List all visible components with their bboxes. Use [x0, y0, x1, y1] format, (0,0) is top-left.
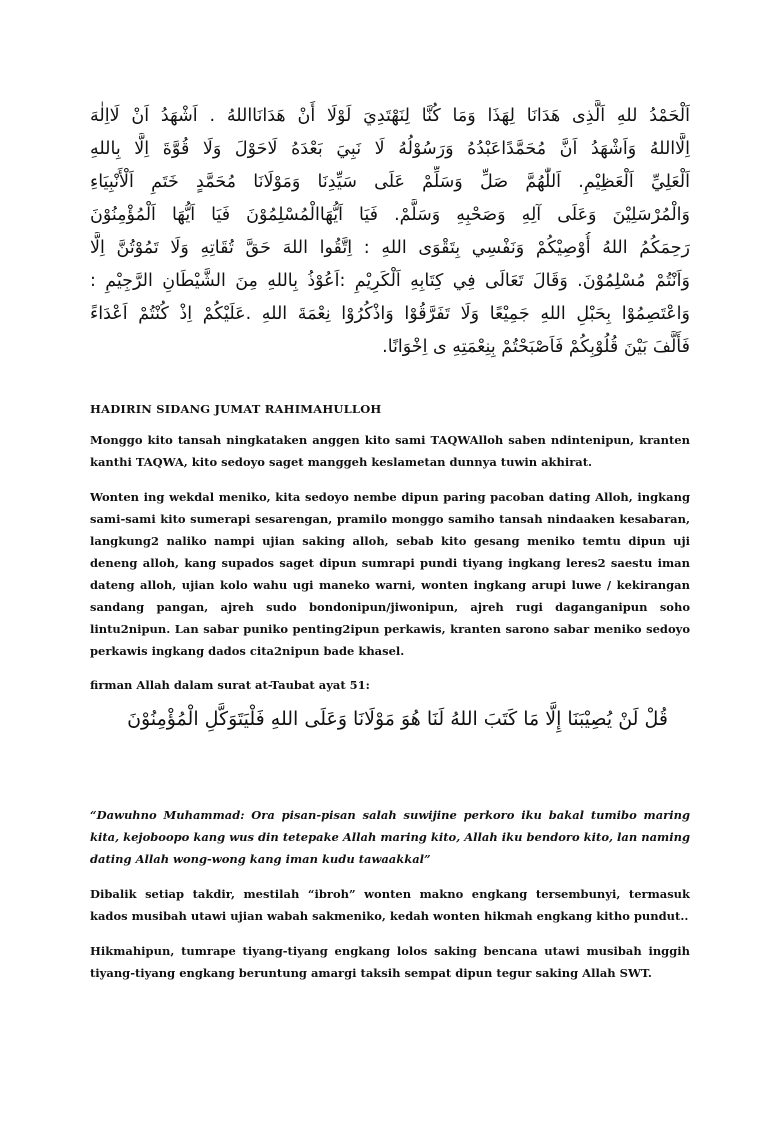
- arabic-line-1: اَلْحَمْدُ للهِ اَلَّذِى هَدَانَا لِهَذَا وَمَا كُنَّا لِنَهْتَدِيَ لَوْلَا أَنْ هَدَانَااللهُ . اَشْهَدُ اَنْ لَااِلٰهَ: [90, 106, 690, 126]
- arabic-line-2: اِلَّااللهُ وَاَشْهَدُ اَنَّ مُحَمَّدًاعَبْدُهُ وَرَسُوْلُهُ لَا نَبِيَ بَعْدَهُ لَاحَوْلَ وَلَا قُوَّةَ اِلَّا بِاللهِ: [90, 139, 690, 159]
- arabic-line-3: اَلْعَلِيِّ اَلْعَظِيْمِ. اَللّٰهُمَّ صَلِّ وَسَلِّمْ عَلَى سَيِّدِنَا وَمَوْلَانَا مُحَمَّدٍ خَتَمِ اَلْأَنْبِيَاءِ: [90, 172, 690, 192]
- arabic-line-8: فَأَلَّفَ بَيْنَ قُلُوْبِكُمْ فَاَصْبَحْتُمْ بِنِعْمَتِهِ ى اِخْوَانًا.: [382, 337, 690, 357]
- hadith-quote: “Dawuhno Muhammad: Ora pisan-pisan salah suwijine perkoro iku bakal tumibo maring kita, kejoboopo kang wus din tetepake Allah maring kito, Allah iku bendoro kito, lan naming dating Allah wong-wong kang iman kudu tawaakkal”: [90, 807, 690, 866]
- paragraph-taqwa: Monggo kito tansah ningkataken anggen kito sami TAQWAlloh saben ndintenipun, kranten kanthi TAQWA, kito sedoyo saget manggeh keslametan dunnya tuwin akhirat.: [90, 433, 690, 469]
- arabic-opening-prayer: [90, 100, 690, 364]
- paragraph-ujian: Wonten ing wekdal meniko, kita sedoyo nembe dipun paring pacoban dating Alloh, ingkang sami-sami kito sumerapi sesarengan, pramilo monggo samiho tansah nindaaken kesabaran, langkung2 naliko nampi ujian saking alloh, sebab kito gesang meniko temtu dipun uji deneng alloh, kang supados saget dipun sumrapi pundi tiyang ingkang leres2 saestu iman dateng alloh, ujian kolo wahu ugi maneko warni, wonten ingkang arupi luwe / kekirangan sandang pangan, ajreh sudo bondonipun/jiwonipun, ajreh rugi daganganipun soho lintu2nipun. Lan sabar puniko penting2ipun perkawis, kranten sarono sabar meniko sedoyo perkawis ingkang dados cita2nipun bade khasel.: [90, 490, 690, 658]
- section-heading: HADIRIN SIDANG JUMAT RAHIMAHULLOH: [90, 402, 382, 416]
- paragraph-ibroh: Dibalik setiap takdir, mestilah “ibroh” wonten makno engkang tersembunyi, termasuk kados musibah utawi ujian wabah sakmeniko, kedah wonten hikmah engkang kitho pundut..: [90, 886, 690, 923]
- paragraph-hikmah: Hikmahipun, tumrape tiyang-tiyang engkang lolos saking bencana utawi musibah inggih tiyang-tiyang engkang beruntung amargi taksih sempat dipun tegur saking Allah SWT.: [90, 943, 690, 980]
- arabic-line-4: وَالْمُرْسَلِيْنَ وَعَلَى آلِهِ وَصَحْبِهِ وَسَلَّمْ. فَيَا اَيُّهَاالْمُسْلِمُوْنَ فَيَا اَيُّهَا اَلْمُؤْمِنُوْنَ: [90, 205, 690, 225]
- quran-verse-at-taubat-51: قُلْ لَنْ يُصِيْبَنَا إِلَّا مَا كَتَبَ اللهُ لَنَا هُوَ مَوْلَانَا وَعَلَى اللهِ فَلْيَتَوَكَّلِ الْمُؤْمِنُوْنَ: [127, 707, 668, 730]
- document-page: [0, 100, 768, 1124]
- arabic-line-7: وَاعْتَصِمُوْا بِحَبْلِ اللهِ جَمِيْعًا وَلَا تَفَرَّقُوْا وَاذْكُرُوْا نِعْمَةَ اللهِ .عَلَيْكُمْ اِذْ كُنْتُمْ اَعْدَاءً: [90, 304, 690, 324]
- arabic-line-6: وَاَنْتُمْ مُسْلِمُوْنَ. وَقَالَ تَعَالَى فِي كِتَابِهِ اَلْكَرِيْمِ :اَعُوْذُ بِاللهِ مِنَ الشَّيْطَانِ الرَّجِيْمِ :: [90, 271, 690, 291]
- firman-label: firman Allah dalam surat at-Taubat ayat 51:: [90, 677, 370, 692]
- arabic-line-5: رَحِمَكُمُ اللهُ أُوْصِيْكُمْ وَنَفْسِي بِتَقْوَى اللهِ : اِتَّقُوا اللهَ حَقَّ تُقَاتِهِ وَلَا تَمُوْتُنَّ اِلَّا: [90, 238, 690, 258]
